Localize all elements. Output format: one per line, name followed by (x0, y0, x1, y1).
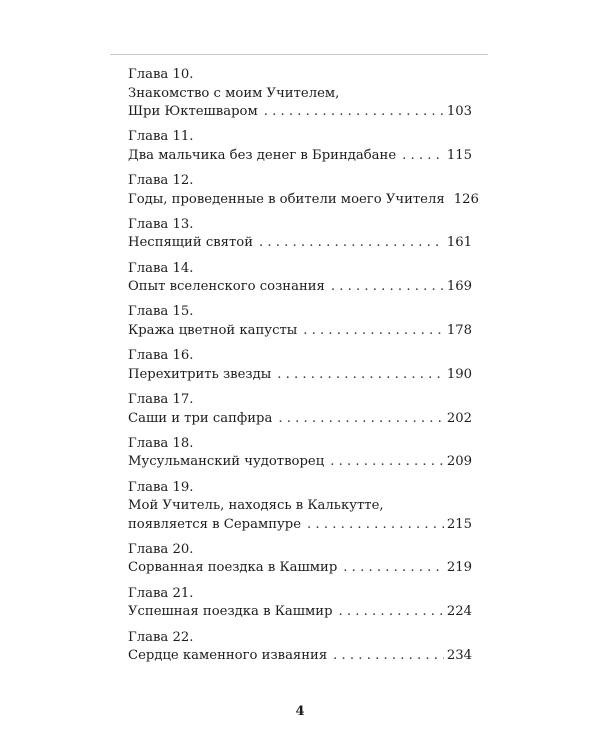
chapter-title-row (128, 278, 472, 297)
chapter-page-number: 224 (446, 604, 472, 620)
chapter-title-row (128, 559, 472, 578)
chapter-label: Глава 13. (128, 216, 194, 232)
chapter-title: Успешная поездка в Кашмир (128, 604, 333, 620)
chapter-title-row (128, 603, 472, 622)
dot-leader (330, 453, 444, 472)
dot-leader (402, 147, 444, 166)
dot-leader (307, 516, 444, 535)
chapter-title: Перехитрить звезды (128, 366, 272, 382)
chapter-label: Глава 10. (128, 67, 194, 82)
chapter-title-row (128, 322, 472, 341)
toc-entry[interactable] (128, 260, 472, 297)
chapter-label: Глава 12. (128, 173, 194, 189)
chapter-title-row (128, 516, 472, 535)
chapter-title: Годы, проведенные в обители моего Учителя (128, 191, 445, 207)
chapter-page-number: 178 (446, 322, 472, 338)
chapter-title-row (128, 366, 472, 385)
dot-leader (264, 103, 444, 122)
chapter-label: Глава 19. (128, 479, 194, 495)
dot-leader (277, 366, 444, 385)
chapter-page-number: 126 (453, 191, 479, 207)
dot-leader (331, 278, 444, 297)
chapter-title: Сорванная поездка в Кашмир (128, 560, 338, 576)
chapter-title-row (128, 191, 479, 210)
chapter-page-number: 115 (446, 147, 472, 163)
toc-entry[interactable] (128, 303, 472, 340)
chapter-title: Сердце каменного изваяния (128, 648, 328, 664)
chapter-page-number: 103 (446, 104, 472, 119)
chapter-title: Два мальчика без денег в Бриндабане (128, 147, 397, 163)
chapter-title: Неспящий святой (128, 235, 253, 251)
chapter-title: Шри Юктешваром (128, 104, 258, 119)
toc-entry[interactable] (128, 585, 472, 622)
dot-leader (259, 234, 444, 253)
chapter-label: Глава 21. (128, 585, 194, 601)
dot-leader (303, 322, 444, 341)
chapter-title: Кража цветной капусты (128, 322, 298, 338)
toc-entry[interactable] (128, 172, 479, 209)
chapter-title: Саши и три сапфира (128, 410, 273, 426)
dot-leader (278, 410, 443, 429)
toc-entry[interactable] (128, 128, 472, 165)
chapter-title-row (128, 234, 472, 253)
chapter-title: Мусульманский чудотворец (128, 454, 325, 470)
chapter-page-number: 190 (446, 366, 472, 382)
toc-entry[interactable] (128, 629, 472, 666)
chapter-label: Глава 18. (128, 435, 194, 451)
top-rule (110, 54, 488, 55)
chapter-title-row (128, 147, 472, 166)
chapter-page-number: 209 (446, 454, 472, 470)
chapter-page-number: 169 (446, 279, 472, 295)
chapter-page-number: 161 (446, 235, 472, 251)
toc-entry[interactable] (128, 347, 472, 384)
chapter-page-number: 219 (446, 560, 472, 576)
chapter-label: Глава 22. (128, 629, 194, 645)
dot-leader (343, 559, 444, 578)
chapter-title-line: Знакомство с моим Учителем, (128, 85, 340, 101)
chapter-label: Глава 15. (128, 304, 194, 320)
page-number: 4 (295, 704, 305, 719)
chapter-page-number: 215 (446, 516, 472, 532)
chapter-title-row (128, 103, 472, 122)
chapter-label: Глава 17. (128, 392, 194, 408)
chapter-title-row (128, 453, 472, 472)
chapter-title-row (128, 410, 472, 429)
chapter-title: Опыт вселенского сознания (128, 279, 325, 295)
toc-entry[interactable] (128, 216, 472, 253)
toc-entry[interactable] (128, 479, 472, 535)
chapter-title-row (128, 647, 472, 666)
dot-leader (333, 647, 444, 666)
chapter-title: появляется в Серампуре (128, 516, 302, 532)
chapter-label: Глава 16. (128, 348, 194, 364)
chapter-label: Глава 14. (128, 260, 194, 276)
chapter-page-number: 234 (446, 648, 472, 664)
toc-entry[interactable] (128, 391, 472, 428)
toc-entry[interactable] (128, 66, 472, 122)
chapter-page-number: 202 (446, 410, 472, 426)
chapter-label: Глава 20. (128, 541, 194, 557)
toc-entry[interactable] (128, 435, 472, 472)
chapter-label: Глава 11. (128, 129, 194, 145)
toc-entry[interactable] (128, 541, 472, 578)
chapter-title-line: Мой Учитель, находясь в Калькутте, (128, 498, 384, 514)
table-of-contents (128, 66, 479, 672)
dot-leader (339, 603, 444, 622)
